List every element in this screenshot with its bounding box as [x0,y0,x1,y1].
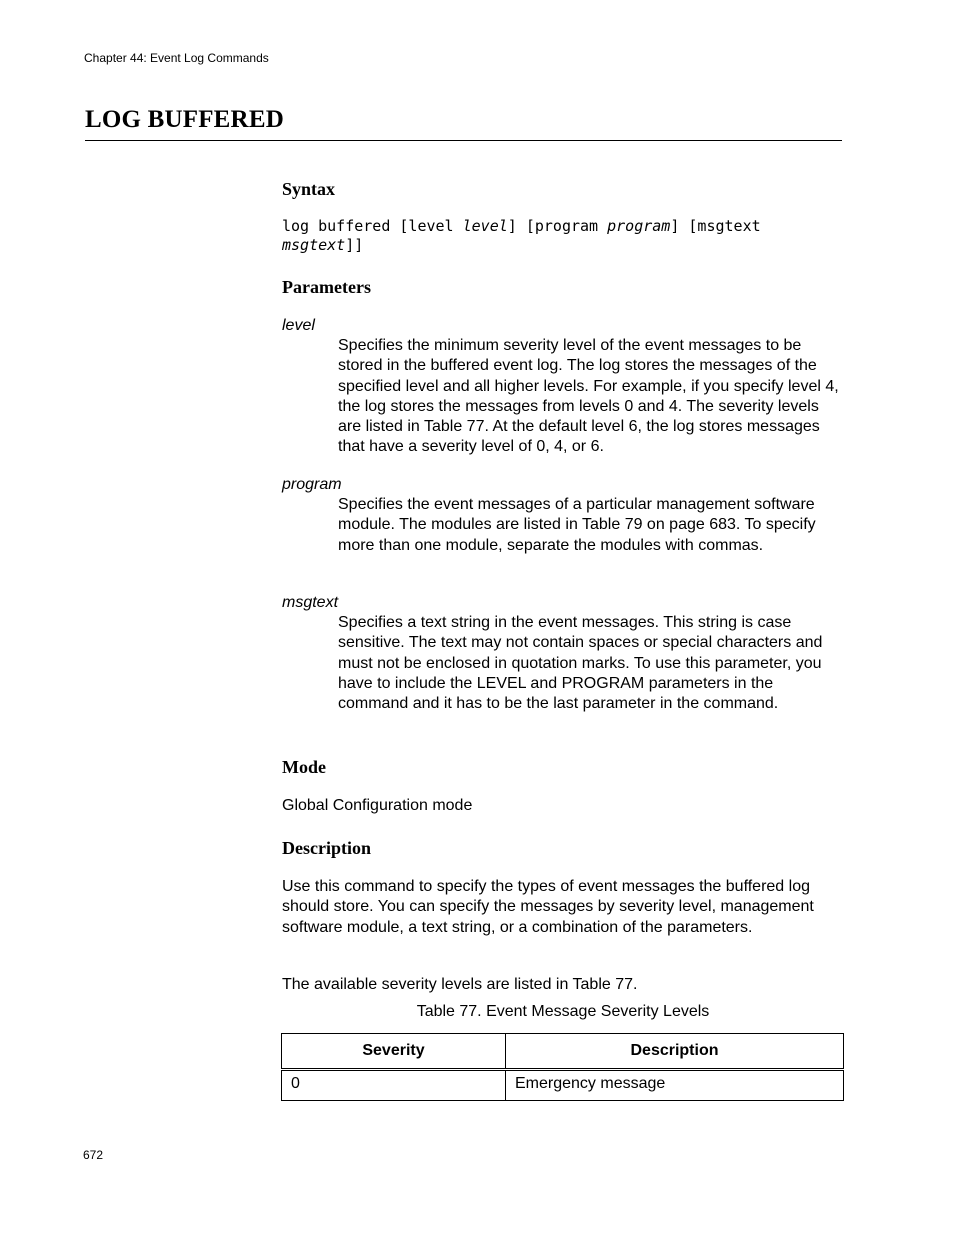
mode-heading: Mode [282,757,326,777]
title-rule [85,140,842,141]
param-name-level: level [282,317,315,334]
param-desc-program: Specifies the event messages of a particular management software module. The modules are listed in Table 79 on page 683. To specify more than one module, separate the modules with commas. [338,496,816,554]
syntax-arg-level: level [462,217,508,235]
param-desc-msgtext: Specifies a text string in the event messages. This string is case sensitive. The text may not contain spaces or special characters and must not be enclosed in quotation marks. To use this parameter, you have to include the LEVEL and PROGRAM parameters in the command and it has to be the last parameter in the command. [338,614,823,713]
param-name-msgtext: msgtext [282,594,339,611]
running-header: Chapter 44: Event Log Commands [84,51,269,65]
description-paragraph: The available severity levels are listed in Table 77. [282,976,638,993]
param-name-program: program [282,476,342,493]
syntax-text: ]] [345,236,364,254]
parameters-heading: Parameters [282,277,371,297]
syntax-heading: Syntax [282,179,336,199]
column-header-description: Description [506,1034,844,1070]
syntax-arg-program: program [607,217,671,235]
column-header-severity: Severity [282,1034,506,1070]
syntax-code [282,217,842,255]
table-row [282,1070,844,1101]
syntax-text: ] [msgtext [670,217,761,235]
syntax-text: ] [program [507,217,608,235]
table-cell-description: Emergency message [506,1070,844,1101]
description-heading: Description [282,838,371,858]
table-cell-severity: 0 [282,1070,506,1101]
table-caption: Table 77. Event Message Severity Levels [416,1003,710,1020]
severity-table [281,1033,843,1101]
mode-text: Global Configuration mode [282,797,473,814]
syntax-arg-msgtext: msgtext [282,236,346,254]
description-paragraph: Use this command to specify the types of event messages the buffered log should store. You can specify the messages by severity level, management software module, a text string, or a combination of the parameters. [282,878,814,936]
page-number: 672 [83,1148,104,1162]
page-title: LOG BUFFERED [85,106,284,133]
param-desc-level: Specifies the minimum severity level of the event messages to be stored in the buffered event log. The log stores the messages of the specified level and all higher levels. For example, if you specify level 4, the log stores the messages from levels 0 and 4. The severity levels are listed in Table 77. At the default level 6, the log stores messages that have a severity level of 0, 4, or 6. [338,337,839,456]
table-header-row [282,1034,844,1070]
syntax-text: log buffered [level [282,217,463,235]
